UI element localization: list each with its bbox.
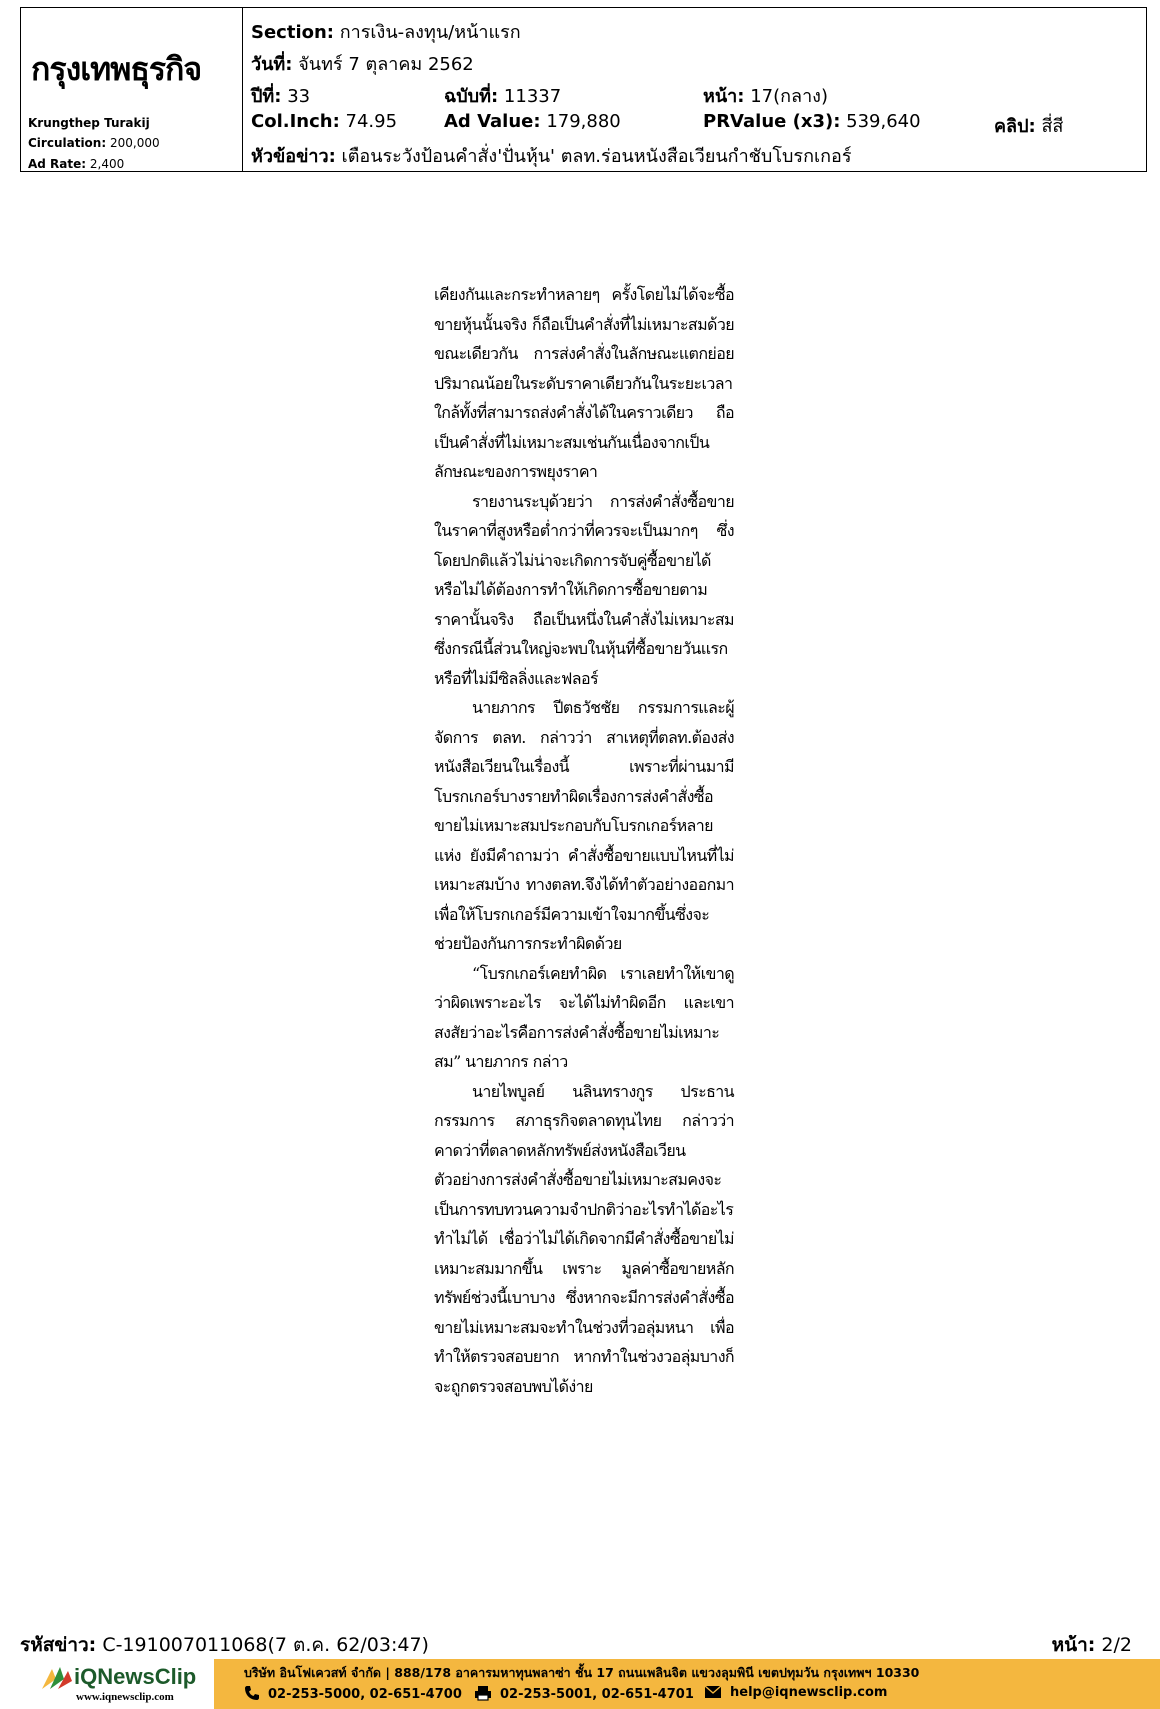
fax-value: 02-253-5001, 02-651-4701 [500,1687,694,1702]
phone-icon [244,1685,260,1701]
headline-value: เตือนระวังป้อนคำสั่ง'ปั่นหุ้น' ตลท.ร่อนหนังสือเวียนกำชับโบรกเกอร์ [341,146,852,167]
section-value: การเงิน-ลงทุน/หน้าแรก [339,22,521,43]
date-line: วันที่: จันทร์ 7 ตุลาคม 2562 [251,54,474,75]
footer-bar [0,1659,1160,1709]
colinch-field: Col.Inch: 74.95 [251,111,398,132]
year-value: 33 [287,86,311,107]
advalue-value: 179,880 [546,111,621,132]
brand-url[interactable]: www.iqnewsclip.com [76,1691,174,1703]
page-field: หน้า: 17(กลาง) [703,86,828,107]
prvalue-field: PRValue (x3): 539,640 [703,111,921,132]
news-reference: รหัสข่าว: C-191007011068(7 ต.ค. 62/03:47) [20,1634,429,1656]
clipping-header [20,7,1147,172]
fax-contact [474,1685,694,1702]
fax-icon [474,1685,492,1701]
article-paragraph: นายไพบูลย์ นลินทรางกูร ประธานกรรมการ สภาธุรกิจตลาดทุนไทย กล่าวว่า คาดว่าที่ตลาดหลักทรัพย์ส่งหนังสือเวียนตัวอย่างการส่งคำสั่งซื้อขายไม่เหมาะสมคงจะเป็นการทบทวนความจำปกติว่าอะไรทำได้อะไรทำไม่ได้ เชื่อว่าไม่ได้เกิดจากมีคำสั่งซื้อขายไม่เหมาะสมมากขึ้น เพราะ มูลค่าซื้อขายหลักทรัพย์ช่วงนี้เบาบาง ซึ่งหากจะมีการส่งคำสั่งซื้อขายไม่เหมาะสมจะทำในช่วงที่วอลุ่มหนา เพื่อทำให้ตรวจสอบยาก หากทำในช่วงวอลุ่มบางก็จะถูกตรวจสอบพบได้ง่าย [434,1081,734,1396]
advalue-field: Ad Value: 179,880 [444,111,621,132]
page-number: หน้า: 2/2 [1051,1634,1132,1656]
phone-value: 02-253-5000, 02-651-4700 [268,1687,462,1702]
clip-value: สี่สี [1041,116,1064,137]
headline-line: หัวข้อข่าว: เตือนระวังป้อนคำสั่ง'ปั่นหุ้น' ตลท.ร่อนหนังสือเวียนกำชับโบรกเกอร์ [251,146,852,167]
article-paragraph: “โบรกเกอร์เคยทำผิด เราเลยทำให้เขาดูว่าผิดเพราะอะไร จะได้ไม่ทำผิดอีก และเขาสงสัยว่าอะไรคือการส่งคำสั่งซื้อขายไม่เหมาะสม” นายภากร กล่าว [434,963,734,1071]
circulation-value: 200,000 [109,136,160,150]
metadata-panel [251,8,1146,171]
ad-rate: Ad Rate: 2,400 [28,157,125,171]
email-icon [704,1685,722,1699]
email-contact[interactable] [704,1685,887,1700]
prvalue-value: 539,640 [846,111,921,132]
year-field: ปีที่: 33 [251,86,311,107]
clip-field: คลิป: สี่สี [994,116,1064,137]
publication-name-en: Krungthep Turakij [28,116,150,130]
ad-rate-value: 2,400 [89,157,125,171]
article-body [434,280,734,1401]
phone-contact [244,1685,462,1702]
article-paragraph: เคียงกันและกระทำหลายๆ ครั้งโดยไม่ได้จะซื้อขายหุ้นนั้นจริง ก็ถือเป็นคำสั่งที่ไม่เหมาะสมด้วย ขณะเดียวกัน การส่งคำสั่งในลักษณะแตกย่อยปริมาณน้อยในระดับราคาเดียวกันในระยะเวลาใกล้ทั้งที่สามารถส่งคำสั่งได้ในคราวเดียว ถือเป็นคำสั่งที่ไม่เหมาะสมเช่นกันเนื่องจากเป็นลักษณะของการพยุงราคา [434,285,734,481]
date-value: จันทร์ 7 ตุลาคม 2562 [298,54,474,75]
page-value: 17(กลาง) [750,86,828,107]
contact-panel [214,1659,1160,1709]
news-reference-value: C-191007011068(7 ต.ค. 62/03:47) [102,1634,429,1656]
publication-panel [21,8,243,171]
article-paragraph: นายภากร ปีตธวัชชัย กรรมการและผู้จัดการ ตลท. กล่าวว่า สาเหตุที่ตลท.ต้องส่งหนังสือเวียนในเรื่องนี้ เพราะที่ผ่านมามีโบรกเกอร์บางรายทำผิดเรื่องการส่งคำสั่งซื้อขายไม่เหมาะสมประกอบกับโบรกเกอร์หลายแห่ง ยังมีคำถามว่า คำสั่งซื้อขายแบบไหนที่ไม่เหมาะสมบ้าง ทางตลท.จึงได้ทำตัวอย่างออกมาเพื่อให้โบรกเกอร์มีความเข้าใจมากขึ้นซึ่งจะช่วยป้องกันการกระทำผิดด้วย [434,698,734,953]
article-paragraph: รายงานระบุด้วยว่า การส่งคำสั่งซื้อขายในราคาที่สูงหรือต่ำกว่าที่ควรจะเป็นมากๆ ซึ่งโดยปกติแล้วไม่น่าจะเกิดการจับคู่ซื้อขายได้หรือไม่ได้ต้องการทำให้เกิดการซื้อขายตามราคานั้นจริง ถือเป็นหนึ่งในคำสั่งไม่เหมาะสม ซึ่งกรณีนี้ส่วนใหญ่จะพบในหุ้นที่ซื้อขายวันแรกหรือที่ไม่มีซิลลิ่งและฟลอร์ [434,491,734,688]
publication-logo: กรุงเทพธุรกิจ [31,50,202,88]
section-line: Section: การเงิน-ลงทุน/หน้าแรก [251,22,521,43]
iqnewsclip-mark-icon [40,1665,74,1691]
circulation: Circulation: 200,000 [28,136,160,150]
issue-field: ฉบับที่: 11337 [444,86,562,107]
brand-name: iQNewsClip [74,1664,197,1689]
company-address: บริษัท อินโฟเควสท์ จำกัด | 888/178 อาคารมหาทุนพลาซ่า ชั้น 17 ถนนเพลินจิต แขวงลุมพินี เขตปทุมวัน กรุงเทพฯ 10330 [244,1665,920,1680]
colinch-value: 74.95 [345,111,398,132]
page-number-value: 2/2 [1101,1634,1132,1656]
iqnewsclip-logo [0,1659,212,1709]
email-value[interactable]: help@iqnewsclip.com [730,1685,888,1700]
issue-value: 11337 [503,86,562,107]
